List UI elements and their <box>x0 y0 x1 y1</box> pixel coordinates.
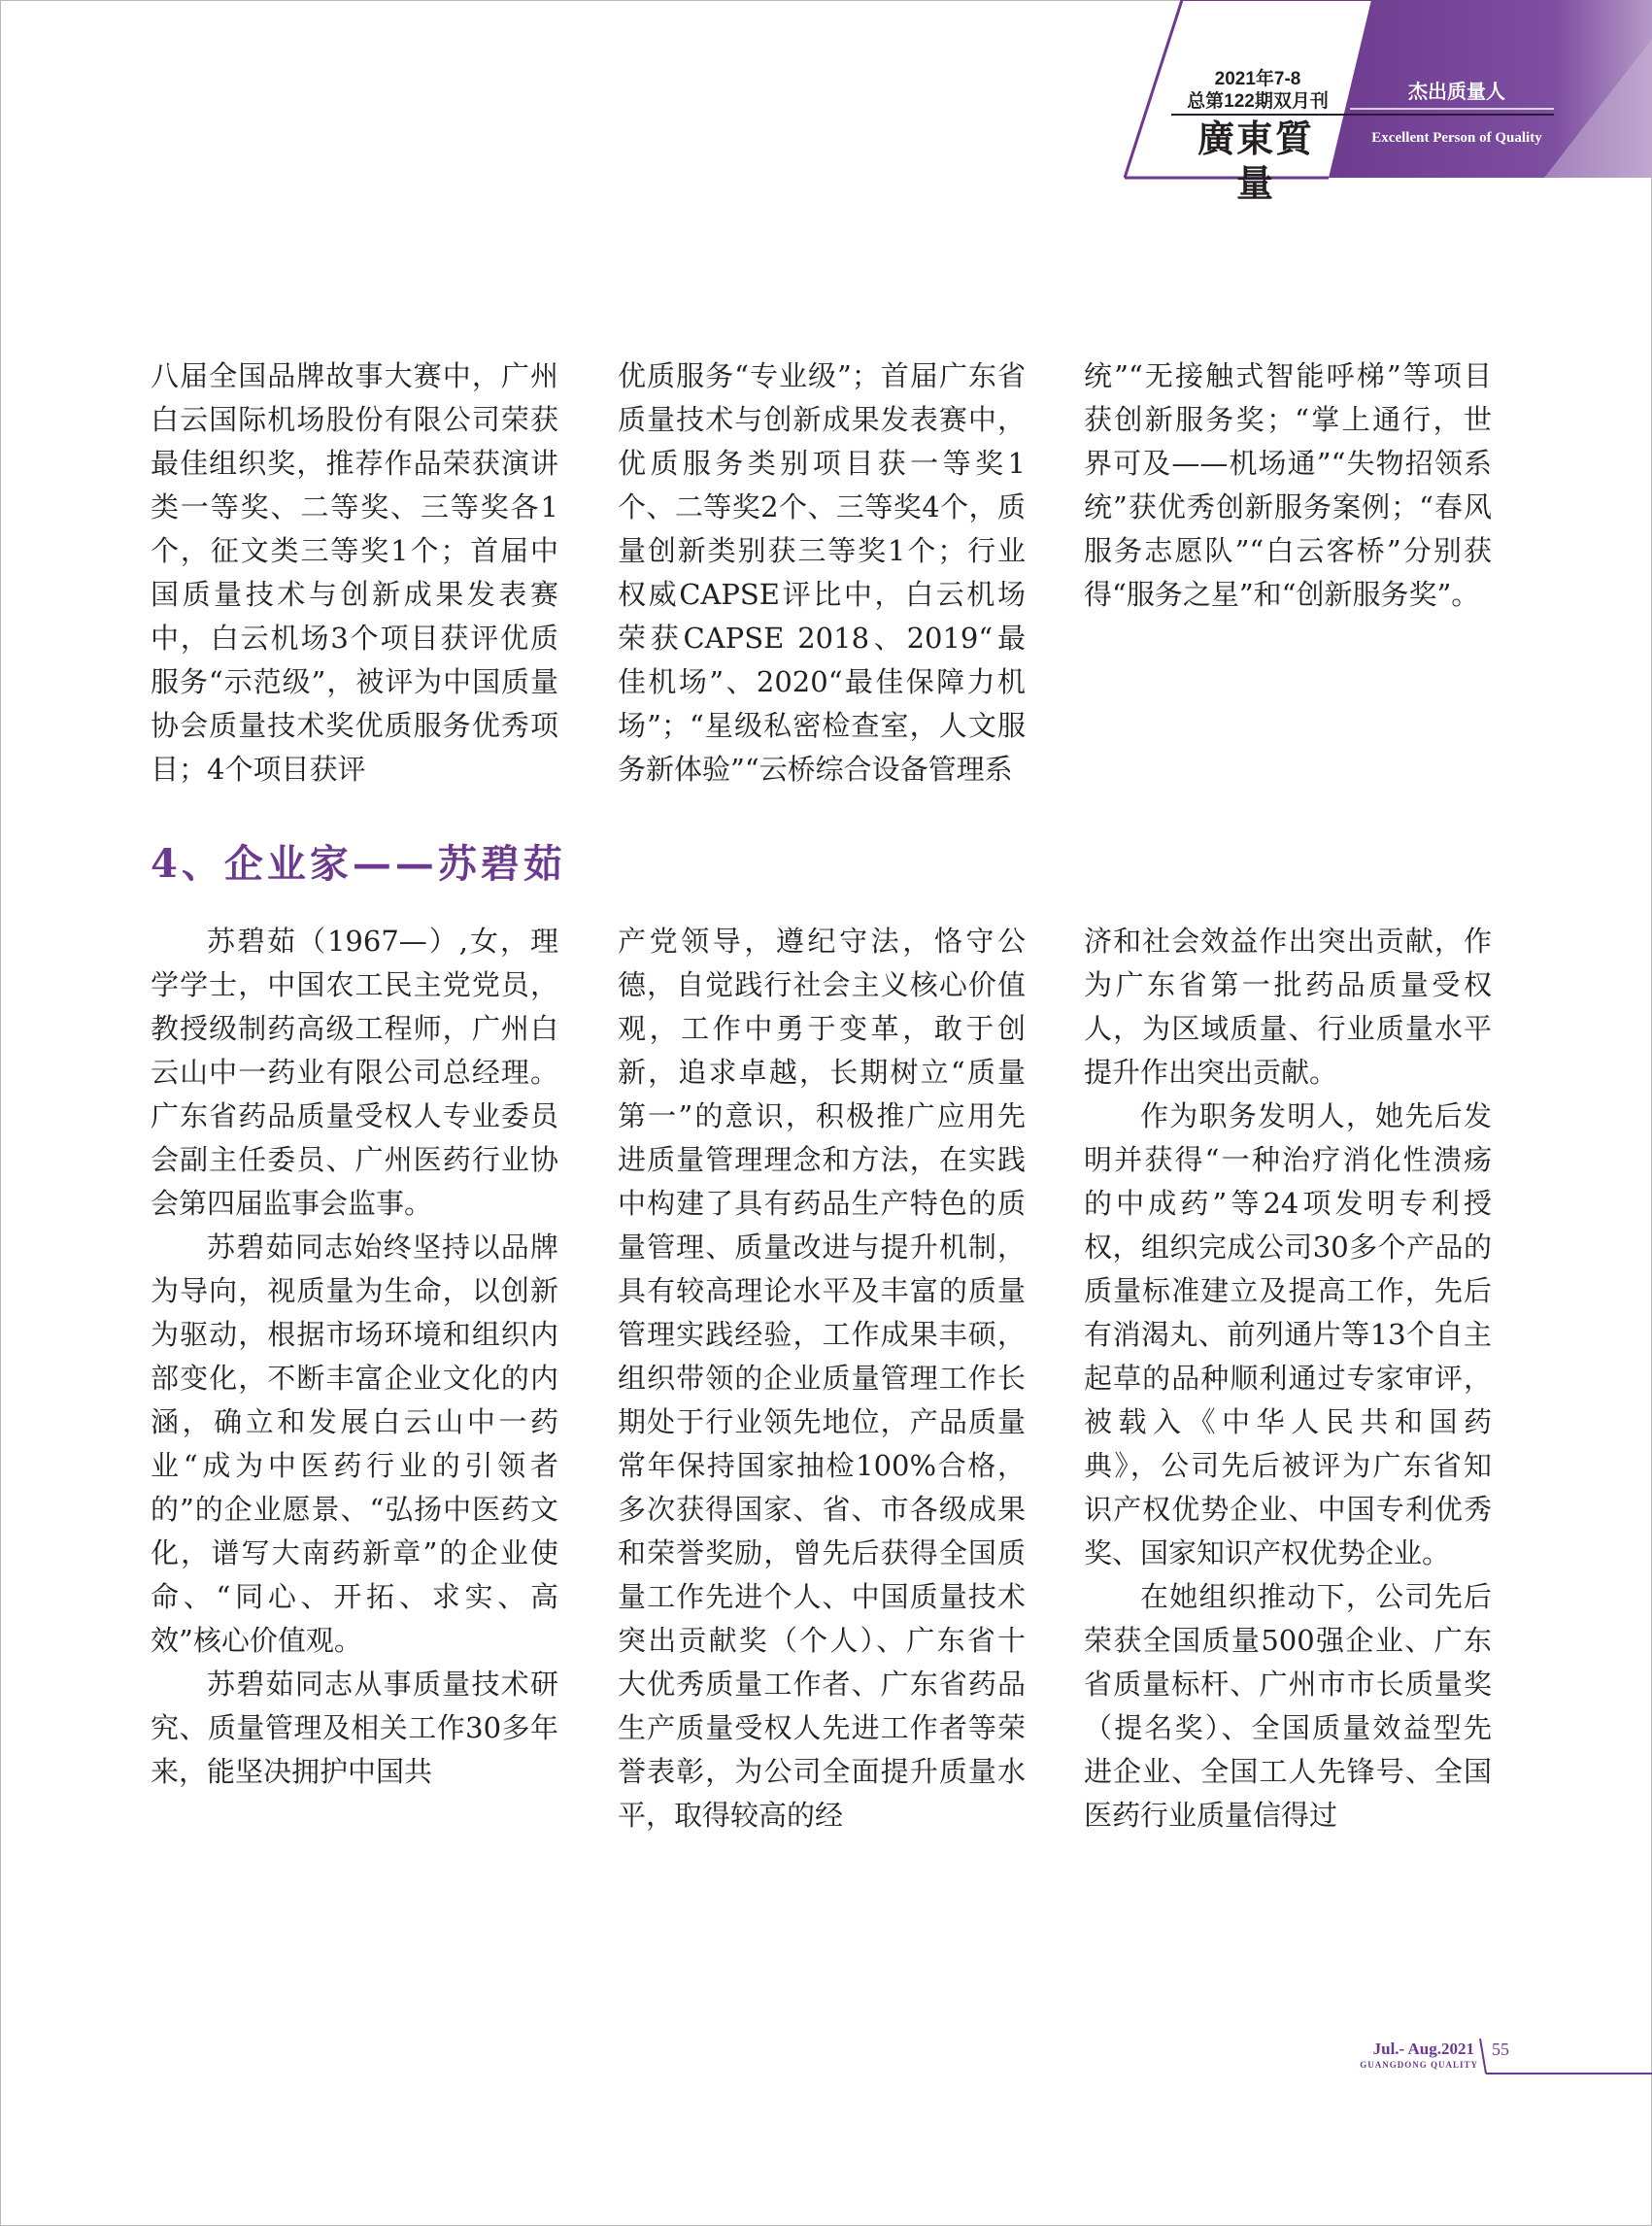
paragraph: 济和社会效益作出突出贡献，作为广东省第一批药品质量受权人，为区域质量、行业质量水平提升作出突出贡献。 <box>1084 925 1492 1089</box>
issue-info <box>1165 68 1350 113</box>
page-number: 55 <box>1492 2040 1509 2059</box>
bottom-column-2 <box>618 920 1026 1838</box>
section-heading: 4、企业家——苏碧茹 <box>151 841 566 887</box>
top-column-1 <box>151 354 558 792</box>
column-title: 杰出质量人 <box>1408 80 1505 103</box>
bottom-column-1 <box>151 920 558 1794</box>
column-title-en: Excellent Person of Quality <box>1371 130 1542 146</box>
footer-date: Jul.- Aug.2021 <box>1372 2040 1474 2058</box>
paragraph: 苏碧茹同志始终坚持以品牌为导向，视质量为生命，以创新为驱动，根据市场环境和组织内部变化，不断丰富企业文化的内涵，确立和发展白云山中一药业“成为中医药行业的引领者的”的企业愿景、“弘扬中医药文化，谱写大南药新章”的企业使命、“同心、开拓、求实、高效”核心价值观。 <box>151 1231 558 1657</box>
bottom-column-3 <box>1084 920 1492 1838</box>
paragraph: 在她组织推动下，公司先后荣获全国质量500强企业、广东省质量标杆、广州市市长质量奖（提名奖）、全国质量效益型先进企业、全国工人先锋号、全国医药行业质量信得过 <box>1084 1580 1492 1832</box>
top-column-3 <box>1084 354 1492 617</box>
paragraph: 作为职务发明人，她先后发明并获得“一种治疗消化性溃疡的中成药”等24项发明专利授权，组织完成公司30多个产品的质量标准建立及提高工作，先后有消渴丸、前列通片等13个自主起草的品种顺利通过专家审评，被载入《中华人民共和国药典》，公司先后被评为广东省知识产权优势企业、中国专利优秀奖、国家知识产权优势企业。 <box>1084 1099 1492 1569</box>
footer-publication: GUANGDONG QUALITY <box>1360 2060 1478 2070</box>
paragraph: 统”“无接触式智能呼梯”等项目获创新服务奖；“掌上通行，世界可及——机场通”“失物招领系统”获优秀创新服务案例；“春风服务志愿队”“白云客桥”分别获得“服务之星”和“创新服务奖”。 <box>1084 359 1492 611</box>
paragraph: 苏碧茹（1967—）,女，理学学士，中国农工民主党党员，教授级制药高级工程师，广州白云山中一药业有限公司总经理。广东省药品质量受权人专业委员会副主任委员、广州医药行业协会第四届监事会监事。 <box>151 925 558 1220</box>
issue-date: 2021年7-8 <box>1214 69 1301 89</box>
issue-number: 总第122期双月刊 <box>1187 91 1329 112</box>
paragraph: 八届全国品牌故事大赛中，广州白云国际机场股份有限公司荣获最佳组织奖，推荐作品荣获演讲类一等奖、二等奖、三等奖各1个，征文类三等奖1个；首届中国质量技术与创新成果发表赛中，白云机场3个项目获评优质服务“示范级”，被评为中国质量协会质量技术奖优质服务优秀项目；4个项目获评 <box>151 359 558 786</box>
top-column-2 <box>618 354 1026 792</box>
paragraph: 苏碧茹同志从事质量技术研究、质量管理及相关工作30多年来，能坚决拥护中国共 <box>151 1668 558 1788</box>
paragraph: 优质服务“专业级”；首届广东省质量技术与创新成果发表赛中，优质服务类别项目获一等奖1个、二等奖2个、三等奖4个，质量创新类别获三等奖1个；行业权威CAPSE评比中，白云机场荣获CAPSE 2018、2019“最佳机场”、2020“最佳保障力机场”；“星级私密检查室，人文服务新体验”“云桥综合设备管理系 <box>618 359 1026 786</box>
paragraph: 产党领导，遵纪守法，恪守公德，自觉践行社会主义核心价值观，工作中勇于变革，敢于创新，追求卓越，长期树立“质量第一”的意识，积极推广应用先进质量管理理念和方法，在实践中构建了具有药品生产特色的质量管理、质量改进与提升机制，具有较高理论水平及丰富的质量管理实践经验，工作成果丰硕，组织带领的企业质量管理工作长期处于行业领先地位，产品质量常年保持国家抽检100%合格，多次获得国家、省、市各级成果和荣誉奖励，曾先后获得全国质量工作先进个人、中国质量技术突出贡献奖（个人）、广东省十大优秀质量工作者、广东省药品生产质量受权人先进工作者等荣誉表彰，为公司全面提升质量水平，取得较高的经 <box>618 925 1026 1832</box>
masthead-logo: 廣東質量 <box>1197 117 1314 205</box>
